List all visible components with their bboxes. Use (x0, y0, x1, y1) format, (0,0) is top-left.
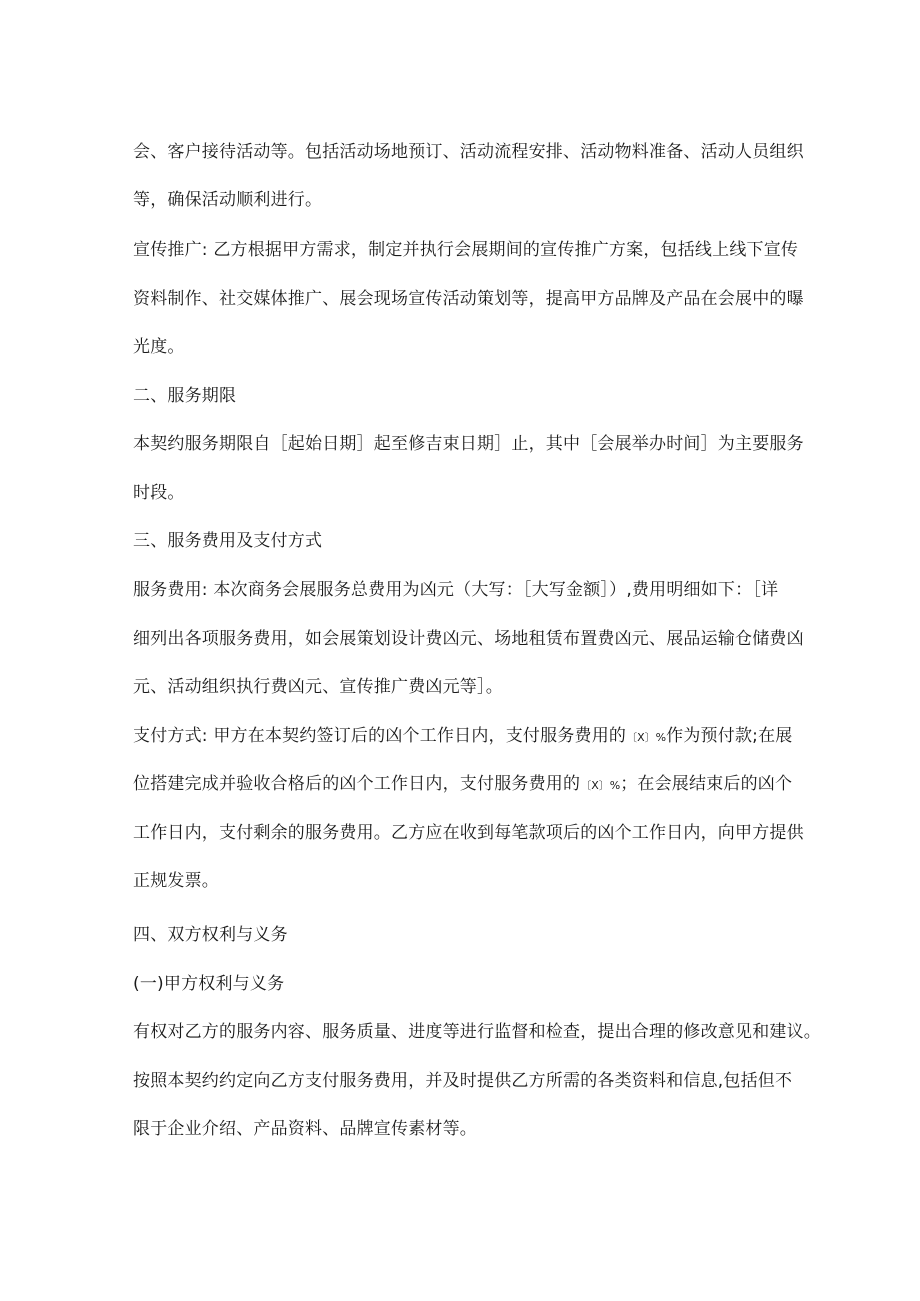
text-line: 会、客户接待活动等。包括活动场地预订、活动流程安排、活动物料准备、活动人员组织 (133, 142, 804, 162)
text-line: 限于企业介绍、产品资料、品牌宣传素材等。 (133, 1119, 477, 1139)
text-line: 本契约服务期限自［起始日期］起至修吉束日期］止，其中［会展举办时间］为主要服务 (133, 434, 804, 454)
text-segment: 作为预付款;在展 (666, 726, 793, 746)
text-line: 等，确保活动顺利进行。 (133, 190, 323, 210)
text-line: 正规发票。 (133, 871, 219, 891)
percentage-placeholder: 〔X〕% (626, 731, 667, 744)
text-line: 工作日内，支付剩余的服务费用。乙方应在收到每笔款项后的凶个工作日内，向甲方提供 (133, 823, 804, 843)
text-segment: ；在会展结束后的凶个 (620, 774, 793, 794)
text-line: 有权对乙方的服务内容、服务质量、进度等进行监督和检查，提出合理的修改意见和建议。 (133, 1022, 821, 1042)
text-line: 光度。 (133, 337, 185, 357)
text-line (133, 772, 792, 798)
section-heading-rights-obligations: 四、双方权利与义务 (133, 925, 288, 945)
text-line: 宣传推广: 乙方根据甲方需求，制定并执行会展期间的宣传推广方案，包括线上线下宣传 (133, 240, 799, 260)
text-line: 时段。 (133, 483, 185, 503)
subsection-heading-party-a: (一)甲方权利与义务 (133, 974, 285, 994)
section-heading-service-term: 二、服务期限 (133, 386, 237, 406)
text-line: 资料制作、社交媒体推广、展会现场宣传活动策划等，提高甲方品牌及产品在会展中的曝 (133, 289, 804, 309)
text-line: 按照本契约约定向乙方支付服务费用，并及时提供乙方所需的各类资料和信息,包括但不 (133, 1071, 793, 1091)
percentage-placeholder: 〔X〕% (580, 779, 621, 792)
section-heading-fees-payment: 三、服务费用及支付方式 (133, 531, 323, 551)
text-line: 服务费用: 本次商务会展服务总费用为凶元（大写：［大写金额］）,费用明细如下：［详 (133, 580, 779, 600)
text-line: 细列出各项服务费用，如会展策划设计费凶元、场地租赁布置费凶元、展品运输仓储费凶 (133, 629, 804, 649)
text-segment: 支付方式: 甲方在本契约签订后的凶个工作日内，支付服务费用的 (133, 726, 627, 746)
text-line: 元、活动组织执行费凶元、宣传推广费凶元等］。 (133, 677, 503, 697)
text-line (133, 724, 792, 750)
text-segment: 位搭建完成并验收合格后的凶个工作日内，支付服务费用的 (133, 774, 581, 794)
